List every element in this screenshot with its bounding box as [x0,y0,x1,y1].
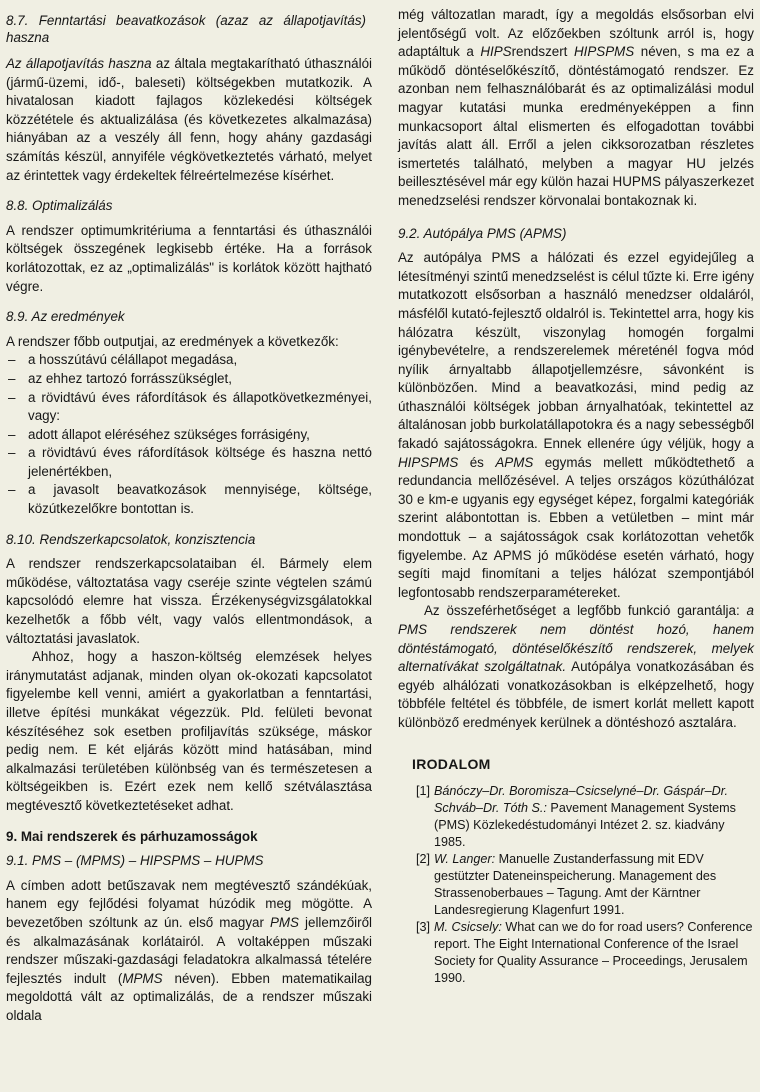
reference-text: Pavement Management Systems (PMS) Közlekedéstudományi Intézet 2. sz. kiadvány 1985. [434,800,736,849]
emphasis-text: a PMS rendszerek nem döntést hozó, hanem döntéstámogató, döntéselőkészítő rendszerek, melyek alternatívákat szolgáltatnak. [398,603,754,675]
section-9-heading: 9. Mai rendszerek és párhuzamosságok [6,828,258,844]
section-8-8-paragraph: A rendszer optimumkritériuma a fenntartási és úthasználói költségek összegének legkisebb értéke. Ha a források korlátozottak, ez az „optimalizálás" is korlátok között hajtható végre. [6,222,372,294]
list-item: – a rövidtávú éves ráfordítások költsége és haszna nettó jelenértékben, [6,444,372,481]
results-list [6,351,372,518]
references-heading: IRODALOM [412,755,491,772]
paragraph-text: néven, s ma ez a működő döntéselőkészítő, döntéstámogató rendszer. Ez azonban nem felhasználóbarát és az optimalizálási modul magyar kutatási munka eredményeképpen a finn munkacsoport által elismerten és elfogadottan további javítás alatt áll. Erről a jelen cikksorozatban részletes ismertetés található, melyben a magyar HU jelzés beillesztésével már egy külön hazai HUPMS pályaszerkezet menedzselési rendszer körvonalai bontakoznak ki. [398,44,754,208]
paragraph-text: jellemzőiről és alkalmazásának korlátairól. A voltaképpen műszaki rendszer műszaki-gazdasági feladatokra alkalmassá tételére fejlesztés indult ( [6,914,373,986]
list-item: – az ehhez tartozó forrásszükséglet, [6,370,372,389]
list-item: – a hosszútávú célállapot megadása, [6,351,372,370]
list-item: – a javasolt beavatkozások mennyisége, költsége, közútkezelőkre bontottan is. [6,481,372,518]
paragraph-text: A címben adott betűszavak nem megtévesztő szándékúak, hanem egy fejlődési folyamat húzódik meg mögötte. A bevezetőben szóltunk az ún. első magyar [6,877,372,930]
reference-text: What can we do for road users? Conference report. The Eight International Conference of the Israel Society for Quality Assurance – Proceedings, Jerusalem 1990. [434,919,753,985]
reference-text: Manuelle Zustanderfassung mit EDV gestützter Dateneinspeicherung. Management des Strassenoberbaues – Tagung. Amt der Kärntner Landesregierung Klagenfurt 1991. [434,851,717,917]
emphasis-text: HIPSPMS [573,44,635,60]
emphasis-text: Az állapotjavítás haszna [6,56,152,71]
reference-item [416,783,754,851]
reference-number: [3] [416,919,431,934]
section-9-2-paragraph-1 [398,249,754,602]
section-8-10-paragraph-1: A rendszer rendszerkapcsolataiban él. Bármely elem működése, változtatása vagy cseréje szinte végtelen számú kapcsolódó elemre hat vissza. Érzékenységvizsgálatokkal kezelhetők a főbb vélt, vagy valós ellentmondások, a változtatási javaslatok. [6,556,372,646]
reference-authors: Bánóczy–Dr. Boromisza–Csicselyné–Dr. Gáspár–Dr. Schváb–Dr. Tóth S.: [434,783,728,815]
section-8-10-paragraph-2: Ahhoz, hogy a haszon-költség elemzések helyes iránymutatást adjanak, minden olyan ok-okozati kapcsolatot figyelembe kell venni, amiért a gyakorlatban a fenntartási, illetve építési munkákat végezzük. Pld. felületi bevonat készítéséhez sok esetben profiljavítás szüksége, máskor pedig nem. E két eljárás között mind hatásában, mind alkalmazási területében különbség van és természetesen a költségeikben is. Ezért ezek nem kellő szétválasztása megtévesztő következtetéseket adhat. [6,649,372,813]
reference-item [416,919,754,987]
section-8-9-heading: 8.9. Az eredmények [6,309,125,325]
paragraph-text: néven). Ebben matematikailag megoldottá vált az optimalizálás, de a rendszer műszaki oldala [6,970,372,1023]
emphasis-text: APMS [495,454,534,470]
reference-authors: M. Csicsely: [434,919,502,934]
emphasis-text: HIPS [480,44,512,60]
paragraph-text: még változatlan maradt, így a megoldás elsősorban elvi jelentőségű volt. Az előzőekben szóltunk arról is, hogy adaptáltuk a [398,7,754,60]
emphasis-text: PMS [269,914,299,930]
paragraph-text: egymás mellett működtethető a redundancia mellőzésével. A teljes országos közúthálózat 30 e km-e ugyanis egy egységet képez, forgalmi kategóriák szerint alábontottan is. Ebben a vetületben – mint már mondottuk – a sajátosságok csak korlátozottan vehetők figyelembe. Az APMS jó működése esetén várható, hogy segíti majd finomítani a teljes hálózat szempontjából legfontosabb rendszerparamétereket. [398,454,754,600]
section-8-7-paragraph [6,55,372,185]
paragraph-text: Az összeférhetőséget a legfőbb funkció garantálja: [424,603,747,619]
paragraph-text: az általa megtakarítható úthasználói (jármű-üzemi, idő-, baleseti) költségekben mutatkozik. A hivatalosan kiadott fajlagos közlekedési költségek közzététele és aktualizálása (és következetes alkalmazása) hiányában az a veszély áll fenn, hogy ahány gazdasági számítás készül, annyiféle végkövetkeztetés várható, melyet az érintettek vagy érdekeltek félreértelmezése kísérhet. [6,56,372,183]
section-8-7-heading: 8.7. Fenntartási beavatkozások (azaz az állapotjavítás) haszna [6,13,366,45]
section-9-1-heading: 9.1. PMS – (MPMS) – HIPSPMS – HUPMS [6,853,264,869]
section-8-10-heading: 8.10. Rendszerkapcsolatok, konzisztencia [6,531,256,547]
section-8-8-heading: 8.8. Optimalizálás [6,198,113,214]
list-item: – adott állapot eléréséhez szükséges forrásigény, [6,426,372,445]
right-column [398,0,754,987]
continued-paragraph [398,6,754,211]
list-item: – a rövidtávú éves ráfordítások és állapotkövetkezményei, vagy: [6,389,372,426]
section-8-9-intro: A rendszer főbb outputjai, az eredmények a következők: [6,333,339,349]
left-column [6,0,372,1026]
paragraph-text: Autópálya vonatkozásában és egyéb alhálózati vonatkozásokban is elképzelhető, hogy többféle feltétel és többféle, de ismert korlát mellett kapott különböző eredmények kerülnek a döntéshozó asztalára. [398,659,754,730]
reference-number: [1] [416,783,431,798]
section-9-1-paragraph [6,877,372,1026]
section-9-2-paragraph-2 [398,602,754,732]
emphasis-text: HIPSPMS [398,454,459,470]
paragraph-text: Az autópálya PMS a hálózati és ezzel egyidejűleg a létesítményi szintű menedzselést is célul tűzte ki. Erre igény mutatkozott elsősorban a használó menedzser oldaláról, másfélől kutató-fejlesztő oldalról is. Tekintettel arra, hogy kis hálózatra készült, viszonylag homogén forgalmi igénybevételre, a rendszerelemek méreténél fogva mód nyílik árnyaltabb állapotjellemzésre, sávonként is különbözően. Mind a beavatkozási, mind pedig az úthasználói költségek jobban árnyalhatóak, tekintettel az általánosan jobb burkolatállapotokra és a nagy sebességből fakadó sajátosságokra. Ennek ellenére úgy véljük, hogy a [398,250,754,452]
emphasis-text: MPMS [122,970,163,986]
paragraph-text: és [458,454,496,470]
paragraph-text: rendszert [511,44,574,60]
reference-authors: W. Langer: [434,851,496,866]
reference-number: [2] [416,851,431,866]
reference-item [416,851,754,919]
section-9-2-heading: 9.2. Autópálya PMS (APMS) [398,225,567,241]
references-list [416,783,754,987]
